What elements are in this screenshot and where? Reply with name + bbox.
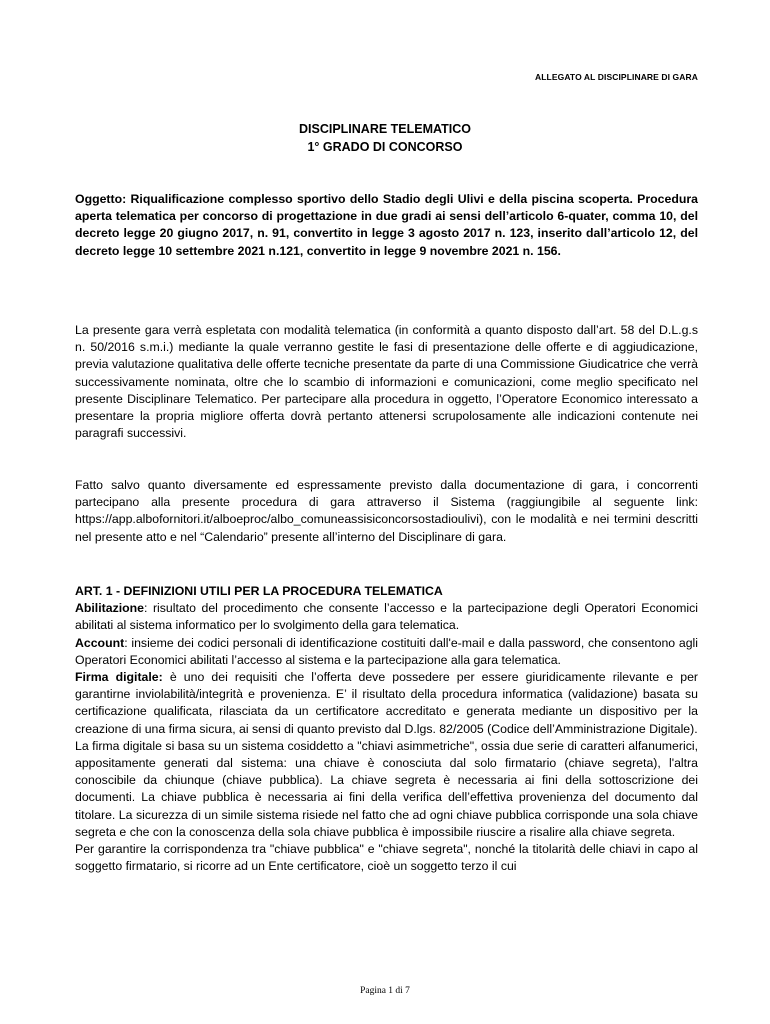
- subject-paragraph: Oggetto: Riqualificazione complesso sportivo dello Stadio degli Ulivi e della piscina scoperta. Procedura aperta telematica per concorso di progettazione in due gradi ai sensi dell’articolo 6-quater, comma 10, del decreto legge 20 giugno 2017, n. 91, convertito in legge 3 agosto 2017 n. 123, inserito dall’articolo 12, del decreto legge 10 settembre 2021 n.121, convertito in legge 9 novembre 2021 n. 156.: [75, 192, 698, 258]
- definition-term: Firma digitale:: [75, 670, 163, 685]
- intro-paragraph-1: La presente gara verrà espletata con modalità telematica (in conformità a quanto disposto dall’art. 58 del D.L.g.s n. 50/2016 s.m.i.) mediante la quale verranno gestite le fasi di presentazione delle offerte e di aggiudicazione, previa valutazione qualitativa delle offerte tecniche presentate da parte di una Commissione Giudicatrice che verrà successivamente nominata, oltre che lo scambio di informazioni e comunicazioni, come meglio specificato nel presente Disciplinare Telematico. Per partecipare alla procedura in oggetto, l’Operatore Economico interessato a presentare la propria migliore offerta dovrà pertanto attenersi scrupolosamente alle indicazioni contenute nei paragrafi successivi.: [75, 323, 698, 441]
- annex-label: ALLEGATO AL DISCIPLINARE DI GARA: [535, 72, 698, 82]
- title-line-1: DISCIPLINARE TELEMATICO: [299, 122, 471, 136]
- definition-term: Abilitazione: [75, 601, 145, 616]
- firma-digitale-explanation: La firma digitale si basa su un sistema cosiddetto a "chiavi asimmetriche", ossia due serie di caratteri alfanumerici, appositamente generati dal sistema: una chiave è conosciuta dal solo firmatario (chiave segreta), l'altra conoscibile da chiunque (chiave pubblica). La chiave segreta è necessaria ai fini della sottoscrizione dei documenti. La chiave pubblica è necessaria ai fini della verifica dell’effettiva provenienza del documento dal titolare. La sicurezza di un simile sistema risiede nel fatto che ad ogni chiave pubblica corrisponde una sola chiave segreta e che con la conoscenza della sola chiave pubblica è impossibile riuscire a risalire alla chiave segreta.: [75, 738, 698, 839]
- title-line-2: 1° GRADO DI CONCORSO: [307, 140, 463, 154]
- definition-sep: :: [144, 601, 153, 616]
- definition-sep: [163, 670, 170, 684]
- definition-text: risultato del procedimento che consente l’accesso e la partecipazione degli Operatori Economici abilitati al sistema informatico per lo svolgimento della gara telematica.: [75, 601, 698, 633]
- definition-sep: :: [124, 635, 132, 650]
- document-title: [0, 120, 770, 156]
- article-1-heading: ART. 1 - DEFINIZIONI UTILI PER LA PROCEDURA TELEMATICA: [75, 584, 443, 598]
- definition-text: è uno dei requisiti che l’offerta deve possedere per essere giuridicamente rilevante e per garantirne inviolabilità/integrità e provenienza. E’ il risultato della procedura informatica (validazione) basata su certificazione qualificata, rilasciata da un certificatore accreditato e generata mediante un dispositivo per la creazione di una firma sicura, ai sensi di quanto previsto dal D.lgs. 82/2005 (Codice dell’Amministrazione Digitale).: [75, 670, 699, 736]
- article-1-section: [75, 583, 698, 875]
- definition-account: [75, 635, 698, 669]
- intro-paragraph-2: Fatto salvo quanto diversamente ed espressamente previsto dalla documentazione di gara, i concorrenti partecipano alla presente procedura di gara attraverso il Sistema (raggiungibile al seguente link: https://app.albofornitori.it/alboeproc/albo_comuneassisiconcorsostadioulivi), con le modalità e nei termini descritti nel presente atto e nel “Calendario” presente all’interno del Disciplinare di gara.: [75, 478, 698, 544]
- definition-term: Account: [75, 635, 125, 650]
- page-number: Pagina 1 di 7: [360, 986, 410, 996]
- definition-abilitazione: [75, 600, 698, 634]
- certificatore-paragraph: Per garantire la corrispondenza tra "chiave pubblica" e "chiave segreta", nonché la titolarità delle chiavi in capo al soggetto firmatario, si ricorre ad un Ente certificatore, cioè un soggetto terzo il cui: [75, 842, 698, 874]
- definition-text: insieme dei codici personali di identificazione costituiti dall'e-mail e dalla password, che consentono agli Operatori Economici abilitati l’accesso al sistema e la partecipazione alla gara telematica.: [75, 635, 698, 667]
- definition-firma-digitale: [75, 669, 698, 738]
